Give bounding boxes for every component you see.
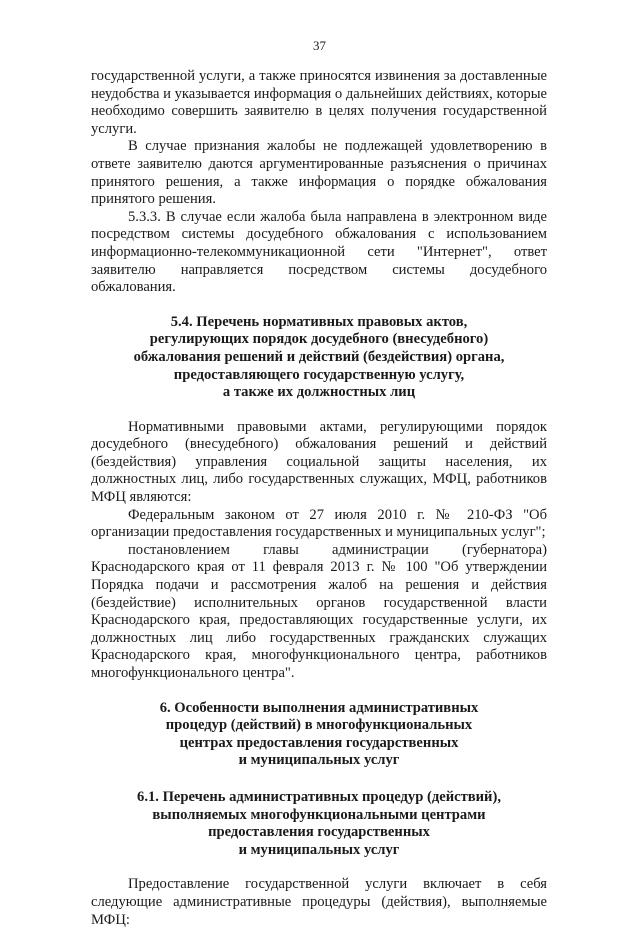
section-heading-5-4: 5.4. Перечень нормативных правовых актов, регулирующих порядок досудебного (внесудебного) обжалования решений и действий (бездействия) органа, предоставляющего государственную услугу, а также их должностных лиц <box>133 313 505 401</box>
paragraph-continuation: государственной услуги, а также приносятся извинения за доставленные неудобства и указывается информация о дальнейших действиях, которые необходимо совершить заявителю в целях получения государственной услуги. <box>91 68 547 137</box>
paragraph-complaint-rejected: В случае признания жалобы не подлежащей удовлетворению в ответе заявителю даются аргументированные разъяснения о причинах принятого решения, а также информация о порядке обжалования принятого решения. <box>91 138 547 208</box>
page-number: 37 <box>313 38 326 53</box>
paragraph-federal-law: Федеральным законом от 27 июля 2010 г. № 210-ФЗ "Об организации предоставления государственных и муниципальных услуг"; <box>91 506 547 541</box>
section-heading-6: 6. Особенности выполнения административных процедур (действий) в многофункциональных центрах предоставления государственных и муниципальных услуг <box>159 699 479 769</box>
paragraph-normative-acts: Нормативными правовыми актами, регулирующими порядок досудебного (внесудебного) обжалования решений и действий (бездействия) управления социальной защиты населения, их должностных лиц, либо государственных служащих, МФЦ, работников МФЦ являются: <box>91 418 547 506</box>
paragraph-procedures-intro: Предоставление государственной услуги включает в себя следующие административные процедуры (действия), выполняемые МФЦ: <box>91 876 547 928</box>
page-body <box>91 68 547 929</box>
paragraph-governor-decree: постановлением главы администрации (губернатора) Краснодарского края от 11 февраля 2013 г. № 100 "Об утверждении Порядка подачи и рассмотрения жалоб на решения и действия (бездействие) исполнительных органов государственной власти Краснодарского края, предоставляющих государственные услуги, их должностных лиц либо государственных гражданских служащих Краснодарского края, многофункционального центра, работников многофункционального центра". <box>91 541 547 681</box>
paragraph-5-3-3: 5.3.3. В случае если жалоба была направлена в электронном виде посредством системы досудебного обжалования с использованием информационно-телекоммуникационной сети "Интернет", ответ заявителю направляется посредством системы досудебного обжалования. <box>91 208 547 296</box>
section-heading-6-1: 6.1. Перечень административных процедур (действий), выполняемых многофункциональными центрами предоставления государственных и муниципальных услуг <box>137 788 501 858</box>
